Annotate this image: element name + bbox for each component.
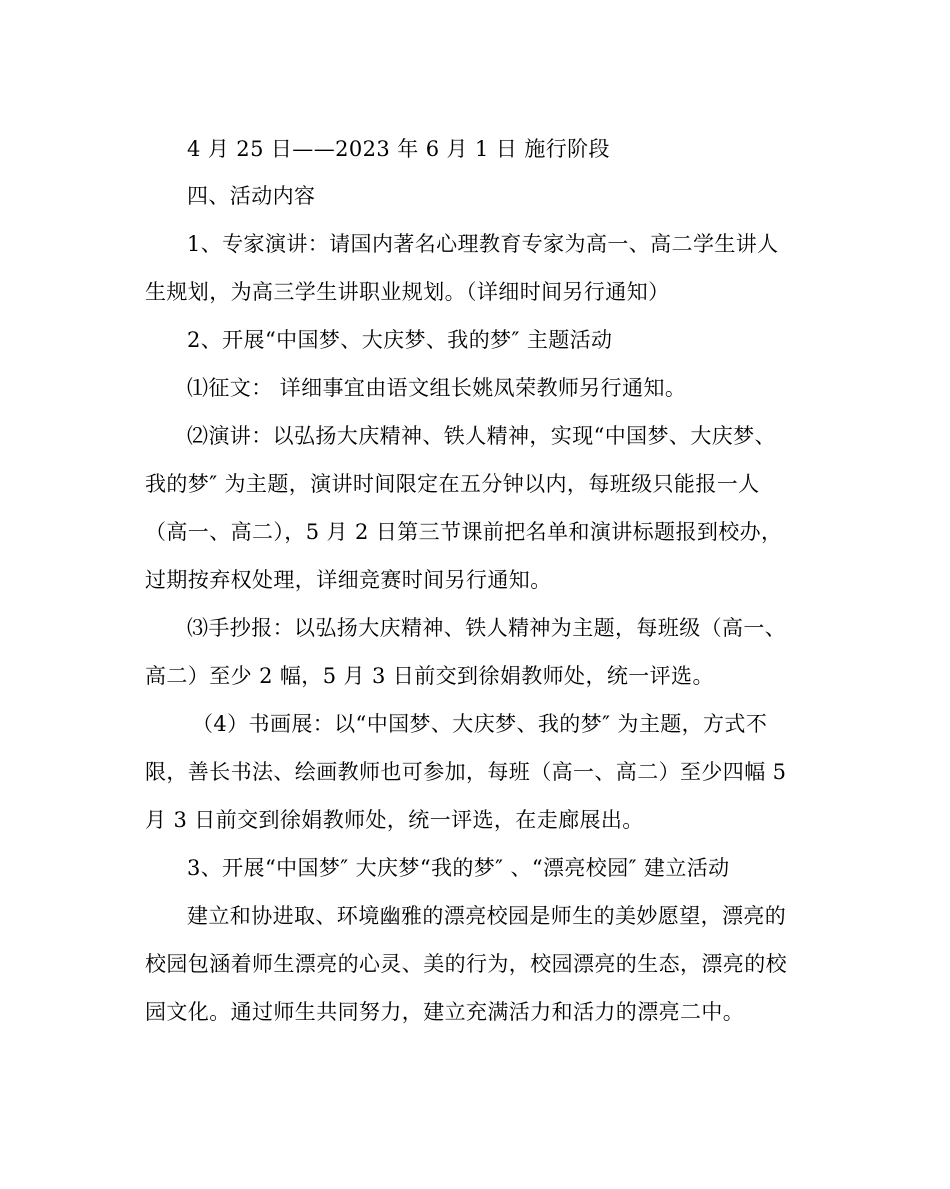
paragraph-line: （4）书画展：以“中国梦、大庆梦、我的梦″ 为主题，方式不 (192, 712, 768, 736)
paragraph-line: 校园包涵着师生漂亮的心灵、美的行为，校园漂亮的生态，漂亮的校 (145, 952, 787, 976)
paragraph-line: 3、开展“中国梦″ 大庆梦“我的梦″ 、“漂亮校园″ 建立活动 (187, 856, 730, 880)
schedule-line: 4 月 25 日——2023 年 6 月 1 日 施行阶段 (187, 137, 610, 161)
paragraph-line: 过期按弃权处理，详细竞赛时间另行通知。 (145, 568, 552, 592)
paragraph-line: 建立和协进取、环境幽雅的漂亮校园是师生的美妙愿望，漂亮的 (187, 904, 787, 928)
paragraph-line: 1、专家演讲：请国内著名心理教育专家为高一、高二学生讲人 (187, 232, 779, 256)
paragraph-line: 生规划，为高三学生讲职业规划。（详细时间另行通知） (145, 280, 670, 304)
paragraph-line: （高一、高二），5 月 2 日第三节课前把名单和演讲标题报到校办， (145, 520, 783, 544)
paragraph-line: ⑵演讲：以弘扬大庆精神、铁人精神，实现“中国梦、大庆梦、 (187, 424, 776, 448)
paragraph-line: ⑶手抄报：以弘扬大庆精神、铁人精神为主题，每班级（高一、 (187, 616, 787, 640)
paragraph-line: 高二）至少 2 幅，5 月 3 日前交到徐娟教师处，统一评选。 (145, 664, 714, 688)
paragraph-line: ⑴征文： 详细事宜由语文组长姚凤荣教师另行通知。 (187, 376, 687, 400)
section-heading: 四、活动内容 (187, 184, 316, 208)
paragraph-line: 月 3 日前交到徐娟教师处，统一评选，在走廊展出。 (145, 808, 644, 832)
paragraph-line: 2、开展“中国梦、大庆梦、我的梦″ 主题活动 (187, 328, 613, 352)
paragraph-line: 我的梦″ 为主题，演讲时间限定在五分钟以内，每班级只能报一人 (145, 472, 760, 496)
paragraph-line: 限，善长书法、绘画教师也可参加，每班（高一、高二）至少四幅 5 (145, 760, 787, 784)
paragraph-line: 园文化。通过师生共同努力，建立充满活力和活力的漂亮二中。 (145, 1000, 745, 1024)
